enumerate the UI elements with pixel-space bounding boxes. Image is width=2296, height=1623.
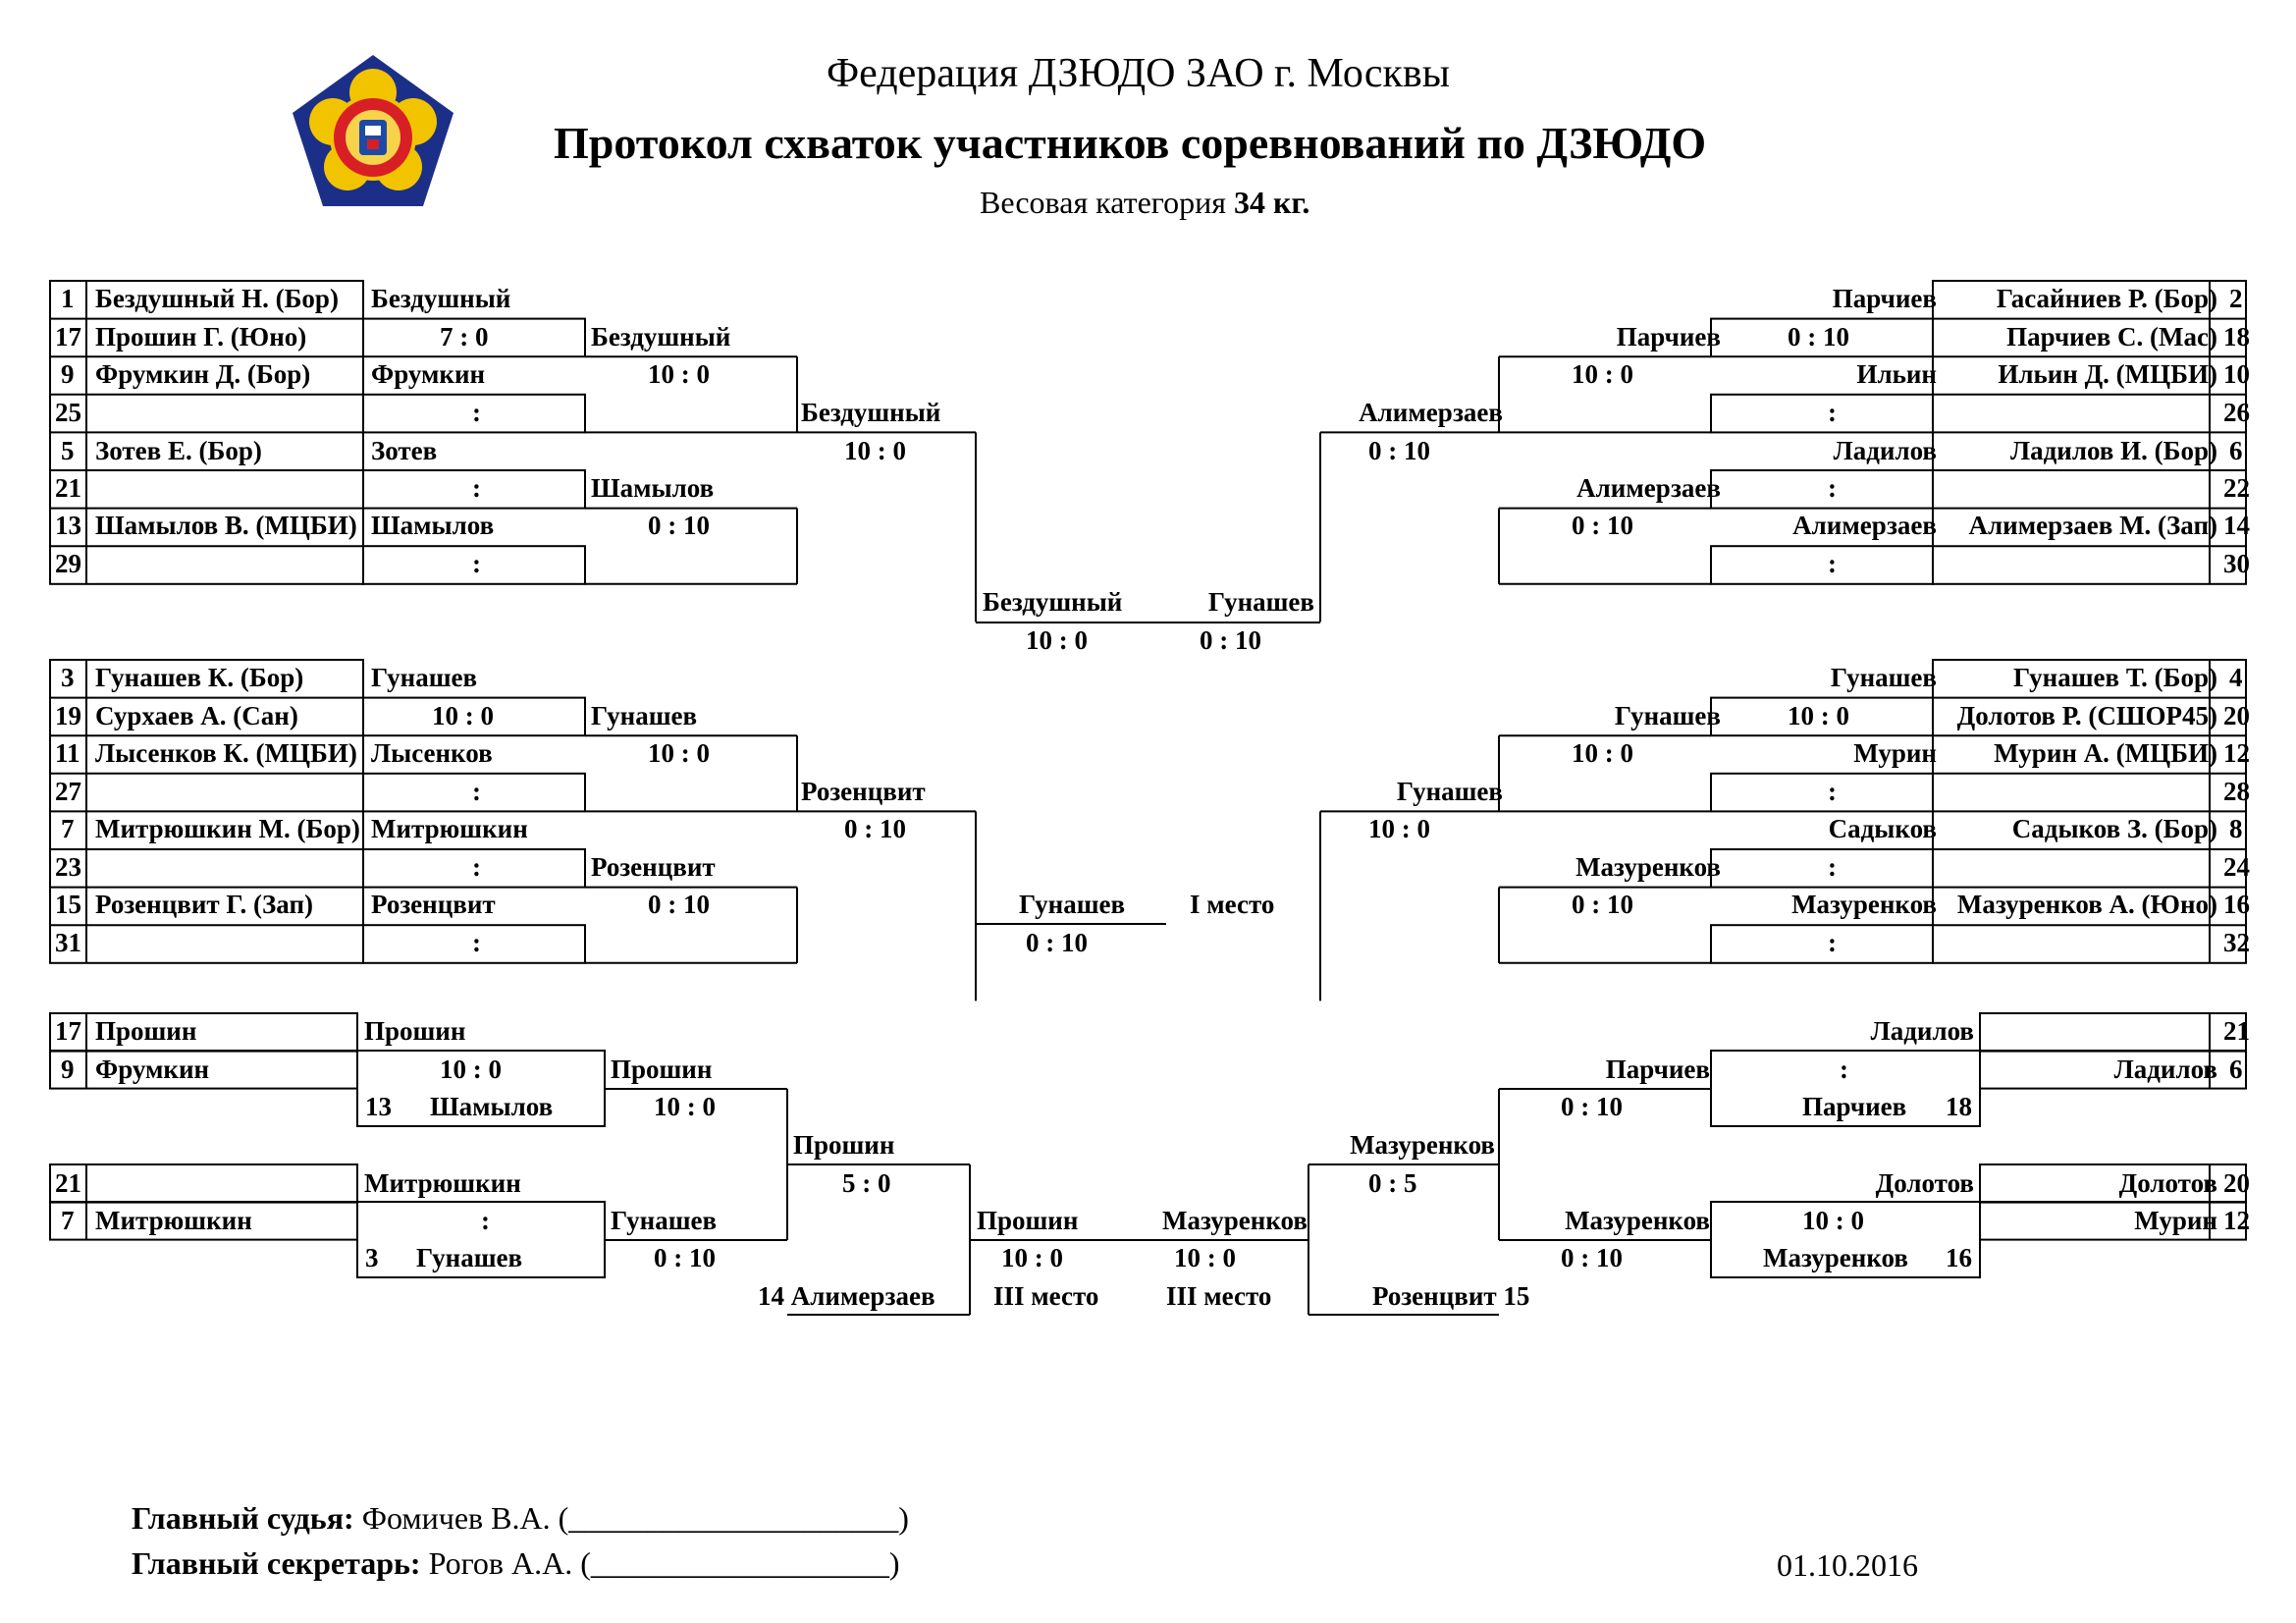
match-score: 7 : 0: [440, 322, 489, 352]
entry-number: 5: [61, 436, 75, 465]
match-box: [1711, 925, 1933, 963]
semifinal-winner: Бездушный: [983, 587, 1123, 617]
entry-number: 19: [55, 701, 81, 730]
match-score: :: [1828, 928, 1837, 957]
entry-name: Прошин Г. (Юно): [95, 322, 307, 352]
match-winner: Ильин: [1856, 359, 1937, 389]
match-box: [1711, 849, 1933, 888]
entry-number: 20: [2223, 1168, 2250, 1198]
entry-number: 21: [55, 473, 81, 503]
match-score: 10 : 0: [1572, 359, 1633, 389]
match-box: [1711, 774, 1933, 812]
match-winner: Ладилов: [1870, 1016, 1974, 1046]
entry-number: 22: [2223, 473, 2250, 503]
match-score: 10 : 0: [440, 1055, 502, 1084]
entry-number: 32: [2223, 928, 2250, 957]
match-winner: Мазуренков: [1565, 1206, 1710, 1235]
entry-number: 6: [2229, 436, 2243, 465]
dropped-semifinalist: Розенцвит 15: [1372, 1281, 1530, 1311]
dropped-number: 13: [365, 1092, 392, 1121]
match-score: 10 : 0: [648, 738, 710, 768]
match-score: 0 : 10: [844, 814, 906, 843]
match-winner: Бездушный: [371, 284, 511, 313]
dropped-number: 18: [1946, 1092, 1972, 1121]
entry-name: Ладилов И. (Бор): [2010, 436, 2217, 465]
match-winner: Ладилов: [1833, 436, 1937, 465]
match-winner: Прошин: [793, 1130, 895, 1160]
match-score: 10 : 0: [1802, 1206, 1864, 1235]
entry-number: 25: [55, 398, 81, 427]
match-score: :: [472, 928, 481, 957]
weight-category-value: 34 кг.: [1233, 185, 1310, 220]
match-winner: Парчиев: [1605, 1055, 1710, 1084]
match-winner: Гунашев: [1614, 701, 1721, 730]
entry-name: Бездушный Н. (Бор): [95, 284, 339, 313]
entry-name: Мурин: [2134, 1206, 2217, 1235]
match-score: 10 : 0: [648, 359, 710, 389]
entry-name: Парчиев С. (Мас): [2006, 322, 2217, 352]
match-winner: Розенцвит: [801, 777, 926, 806]
match-winner: Садыков: [1828, 814, 1937, 843]
entry-number: 16: [2223, 890, 2250, 919]
entry-number: 8: [2229, 814, 2243, 843]
match-winner: Гунашев: [611, 1206, 718, 1235]
entry-number: 3: [61, 663, 75, 692]
entry-name: Гунашев К. (Бор): [95, 663, 304, 692]
entry-number: 7: [61, 814, 75, 843]
match-score: 10 : 0: [1572, 738, 1633, 768]
protocol-date: 01.10.2016: [1777, 1547, 1918, 1583]
entry-name: Сурхаев А. (Сан): [95, 701, 298, 730]
match-score: :: [1828, 398, 1837, 427]
chief-judge-label: Главный судья:: [132, 1500, 354, 1536]
entry-number: 18: [2223, 322, 2250, 352]
dropped-name: Мазуренков: [1763, 1243, 1908, 1272]
match-score: 0 : 10: [1368, 436, 1430, 465]
entry-name: Ладилов: [2113, 1055, 2217, 1084]
entry-number: 30: [2223, 549, 2250, 578]
entry-number: 10: [2223, 359, 2250, 389]
match-winner: Розенцвит: [591, 852, 716, 882]
match-winner: Шамылов: [371, 511, 495, 540]
entry-name: Долотов Р. (СШОР45): [1956, 701, 2217, 730]
repechage-table: [1980, 1013, 2246, 1052]
entry-name: Мурин А. (МЦБИ): [1994, 738, 2217, 768]
match-box: [1711, 470, 1933, 509]
entry-number: 12: [2223, 1206, 2250, 1235]
entry-name: Гунашев Т. (Бор): [2013, 663, 2217, 692]
match-score: 0 : 10: [654, 1243, 716, 1272]
match-winner: Гунашев: [371, 663, 478, 692]
match-winner: Митрюшкин: [364, 1168, 521, 1198]
bronze-winner: Мазуренков: [1162, 1206, 1308, 1235]
match-winner: Алимерзаев: [1576, 473, 1721, 503]
match-score: 0 : 10: [1561, 1092, 1623, 1121]
entry-name: Зотев Е. (Бор): [95, 436, 262, 465]
semifinal-winner: Гунашев: [1207, 587, 1314, 617]
match-winner: Зотев: [371, 436, 438, 465]
match-score: :: [1828, 549, 1837, 578]
match-winner: Бездушный: [591, 322, 731, 352]
match-winner: Лысенков: [371, 738, 493, 768]
match-winner: Бездушный: [801, 398, 941, 427]
entry-number: 29: [55, 549, 81, 578]
entry-name: Шамылов В. (МЦБИ): [95, 511, 357, 540]
entry-name: Розенцвит Г. (Зап): [95, 890, 313, 919]
match-winner: Парчиев: [1832, 284, 1937, 313]
match-score: 10 : 0: [654, 1092, 716, 1121]
entry-number: 24: [2223, 852, 2250, 882]
entry-number: 21: [2223, 1016, 2250, 1046]
entry-name: Алимерзаев М. (Зап): [1968, 511, 2217, 540]
match-score: 0 : 10: [1788, 322, 1849, 352]
match-winner: Прошин: [611, 1055, 713, 1084]
entry-number: 31: [55, 928, 81, 957]
entry-name: Мазуренков А. (Юно): [1956, 890, 2217, 919]
dropped-number: 16: [1946, 1243, 1972, 1272]
match-winner: Алимерзаев: [1359, 398, 1503, 427]
repechage-table: [50, 1164, 357, 1203]
match-score: :: [1828, 473, 1837, 503]
entry-number: 17: [55, 1016, 81, 1046]
bronze-score: 10 : 0: [1001, 1243, 1063, 1272]
entry-number: 14: [2223, 511, 2250, 540]
match-box: [1711, 546, 1933, 584]
match-score: :: [1828, 777, 1837, 806]
dropped-name: Гунашев: [416, 1243, 523, 1272]
match-score: 5 : 0: [842, 1168, 891, 1198]
protocol-title: Протокол схваток участников соревнований по ДЗЮДО: [554, 118, 1707, 168]
match-winner: Фрумкин: [371, 359, 486, 389]
chief-secretary-name: Рогов А.А. (___________________): [428, 1545, 900, 1581]
match-score: 0 : 10: [1561, 1243, 1623, 1272]
entry-number: 4: [2229, 663, 2243, 692]
match-score: :: [472, 549, 481, 578]
match-score: :: [472, 852, 481, 882]
match-score: 0 : 5: [1368, 1168, 1417, 1198]
match-winner: Гунашев: [591, 701, 698, 730]
entry-number: 2: [2229, 284, 2243, 313]
match-winner: Гунашев: [1396, 777, 1503, 806]
match-score: :: [1828, 852, 1837, 882]
entry-number: 15: [55, 890, 81, 919]
entry-number: 27: [55, 777, 81, 806]
entry-number: 6: [2229, 1055, 2243, 1084]
dropped-name: Шамылов: [430, 1092, 554, 1121]
entry-name: Митрюшкин М. (Бор): [95, 814, 360, 843]
semifinal-score: 10 : 0: [1026, 625, 1088, 655]
match-score: :: [1840, 1055, 1848, 1084]
entry-number: 7: [61, 1206, 75, 1235]
match-winner: Гунашев: [1830, 663, 1937, 692]
match-winner: Розенцвит: [371, 890, 496, 919]
match-score: 10 : 0: [432, 701, 494, 730]
dropped-semifinalist: 14 Алимерзаев: [758, 1281, 935, 1311]
bronze-winner: Прошин: [977, 1206, 1079, 1235]
match-winner: Мазуренков: [1791, 890, 1937, 919]
match-score: 10 : 0: [1788, 701, 1849, 730]
chief-judge-name: Фомичев В.А. (_____________________): [361, 1500, 909, 1536]
bronze-score: 10 : 0: [1174, 1243, 1236, 1272]
entry-name: Гасайниев Р. (Бор): [1996, 284, 2217, 313]
match-score: 0 : 10: [1572, 511, 1633, 540]
final-score: 0 : 10: [1026, 928, 1088, 957]
dropped-number: 3: [365, 1243, 379, 1272]
entry-name: Ильин Д. (МЦБИ): [1998, 359, 2217, 389]
match-score: 0 : 10: [648, 511, 710, 540]
entry-number: 28: [2223, 777, 2250, 806]
match-winner: Прошин: [364, 1016, 466, 1046]
match-winner: Алимерзаев: [1792, 511, 1937, 540]
match-winner: Долотов: [1875, 1168, 1974, 1198]
chief-secretary: [132, 1547, 900, 1579]
entry-number: 20: [2223, 701, 2250, 730]
final-winner: Гунашев: [1019, 890, 1126, 919]
entry-name: Долотов: [2118, 1168, 2217, 1198]
match-score: 10 : 0: [1368, 814, 1430, 843]
match-score: 0 : 10: [648, 890, 710, 919]
match-score: 10 : 0: [844, 436, 906, 465]
third-place-label: III место: [993, 1281, 1099, 1311]
entry-number: 26: [2223, 398, 2250, 427]
match-winner: Мазуренков: [1575, 852, 1721, 882]
federation-title: Федерация ДЗЮДО ЗАО г. Москвы: [827, 51, 1450, 96]
match-score: :: [481, 1206, 490, 1235]
weight-category-label: Весовая категория: [980, 185, 1226, 220]
match-winner: Митрюшкин: [371, 814, 528, 843]
entry-name: Фрумкин: [95, 1055, 210, 1084]
chief-secretary-label: Главный секретарь:: [132, 1545, 421, 1581]
match-score: :: [472, 473, 481, 503]
entry-number: 21: [55, 1168, 81, 1198]
semifinal-score: 0 : 10: [1200, 625, 1261, 655]
entry-number: 12: [2223, 738, 2250, 768]
match-score: :: [472, 398, 481, 427]
match-winner: Парчиев: [1616, 322, 1721, 352]
entry-name: Фрумкин Д. (Бор): [95, 359, 311, 389]
entry-number: 9: [61, 1055, 75, 1084]
match-winner: Мазуренков: [1350, 1130, 1495, 1160]
entry-number: 11: [55, 738, 80, 768]
chief-judge: [132, 1502, 909, 1534]
third-place-label: III место: [1166, 1281, 1272, 1311]
entry-number: 23: [55, 852, 81, 882]
match-box: [1711, 395, 1933, 433]
first-place-label: I место: [1190, 890, 1275, 919]
match-score: 0 : 10: [1572, 890, 1633, 919]
entry-number: 17: [55, 322, 81, 352]
match-winner: Шамылов: [591, 473, 715, 503]
match-score: :: [472, 777, 481, 806]
entry-number: 9: [61, 359, 75, 389]
entry-name: Митрюшкин: [95, 1206, 252, 1235]
match-winner: Мурин: [1853, 738, 1937, 768]
dropped-name: Парчиев: [1802, 1092, 1907, 1121]
entry-number: 13: [55, 511, 81, 540]
entry-name: Прошин: [95, 1016, 197, 1046]
entry-name: Лысенков К. (МЦБИ): [95, 738, 357, 768]
entry-name: Садыков З. (Бор): [2011, 814, 2217, 843]
entry-number: 1: [61, 284, 75, 313]
